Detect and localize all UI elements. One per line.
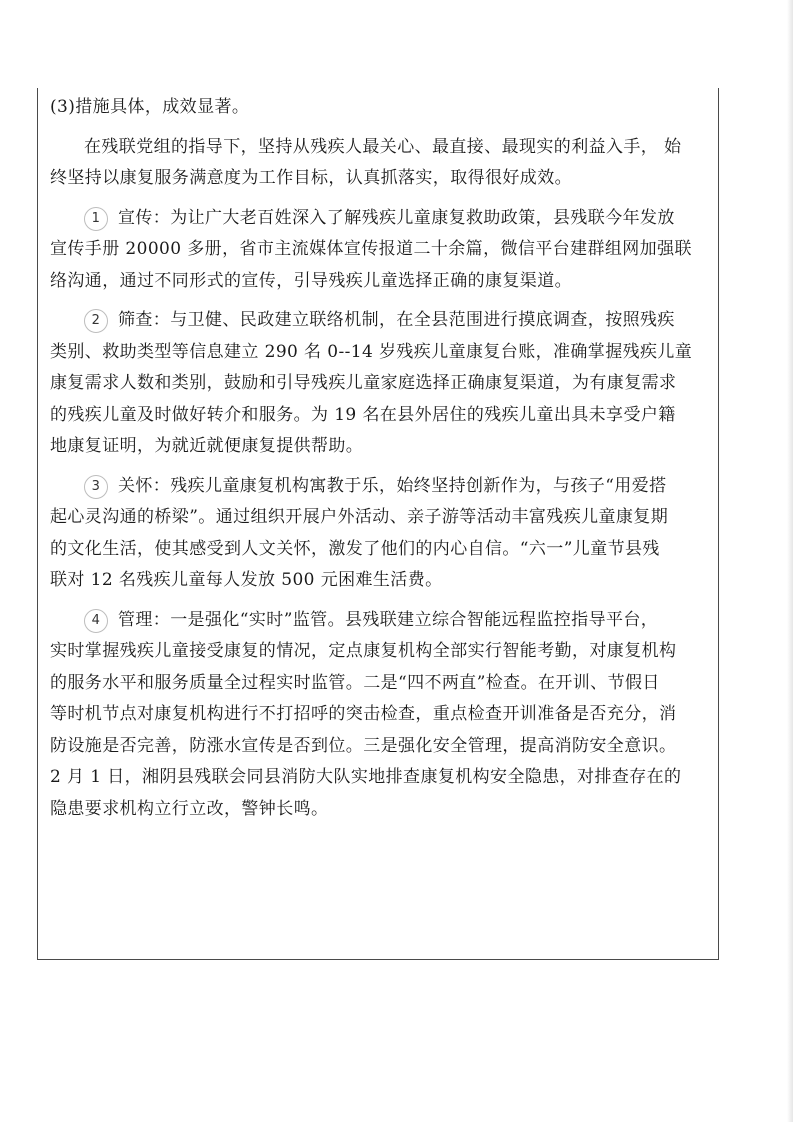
scan-edge-shadow [787,0,793,1122]
circled-number-4: 4 [84,609,108,633]
section-4-line: 防设施是否完善，防涨水宣传是否到位。三是强化安全管理，提高消防安全意识。 [50,735,677,756]
section-3-line: 3 关怀：残疾儿童康复机构寓教于乐，始终坚持创新作为，与孩子“用爱搭 [50,471,714,503]
section-3-line: 起心灵沟通的桥梁”。通过组织开展户外活动、亲子游等活动丰富残疾儿童康复期 [50,507,669,527]
circled-number-2: 2 [84,309,108,333]
section-1-line: 宣传手册 20000 多册，省市主流媒体宣传报道二十余篇，微信平台建群组网加强联 [50,239,692,259]
section-1-line: 络沟通，通过不同形式的宣传，引导残疾儿童选择正确的康复渠道。 [50,270,572,291]
section-2-line: 类别、救助类型等信息建立 290 名 0--14 岁残疾儿童康复台账，准确掌握残疾儿童 [50,341,693,362]
circled-number-3: 3 [84,475,108,499]
section-4-line: 隐患要求机构立行立改，警钟长鸣。 [50,798,329,819]
box-right-border [718,88,719,960]
section-2-line: 康复需求人数和类别，鼓励和引导残疾儿童家庭选择正确康复渠道，为有康复需求 [50,373,677,393]
box-left-border [37,88,38,960]
section-2-line: 地康复证明，为就近就便康复提供帮助。 [50,436,364,456]
section-1-line: 1 宣传：为让广大老百姓深入了解残疾儿童康复救助政策，县残联今年发放 [50,203,714,235]
box-bottom-border [37,959,719,960]
intro-line: 终坚持以康复服务满意度为工作目标，认真抓落实，取得很好成效。 [50,168,572,188]
circled-number-1: 1 [84,207,108,231]
section-4-line: 等时机节点对康复机构进行不打招呼的突击检查，重点检查开训准备是否充分，消 [50,704,677,724]
section-3-line: 联对 12 名残疾儿童每人发放 500 元困难生活费。 [50,570,443,590]
section-4-line: 实时掌握残疾儿童接受康复的情况，定点康复机构全部实行智能考勤，对康复机构 [50,641,677,661]
section-heading: (3)措施具体，成效显著。 [50,97,250,117]
intro-line: 在残联党组的指导下，坚持从残疾人最关心、最直接、最现实的利益入手， 始 [84,136,682,157]
section-4-line: 的服务水平和服务质量全过程实时监管。二是“四不两直”检查。在开训、节假日 [50,672,660,693]
document-body [50,92,714,825]
section-4-line: 4 管理：一是强化“实时”监管。县残联建立综合智能远程监控指导平台， [50,605,714,637]
section-4-line: 2 月 1 日，湘阴县残联会同县消防大队实地排查康复机构安全隐患，对排查存在的 [50,767,682,787]
section-2-line: 2 筛查：与卫健、民政建立联络机制，在全县范围进行摸底调查，按照残疾 [50,305,714,337]
section-3-line: 的文化生活，使其感受到人文关怀，激发了他们的内心自信。“六一”儿童节县残 [50,538,660,559]
section-2-line: 的残疾儿童及时做好转介和服务。为 19 名在县外居住的残疾儿童出具未享受户籍 [50,404,676,425]
